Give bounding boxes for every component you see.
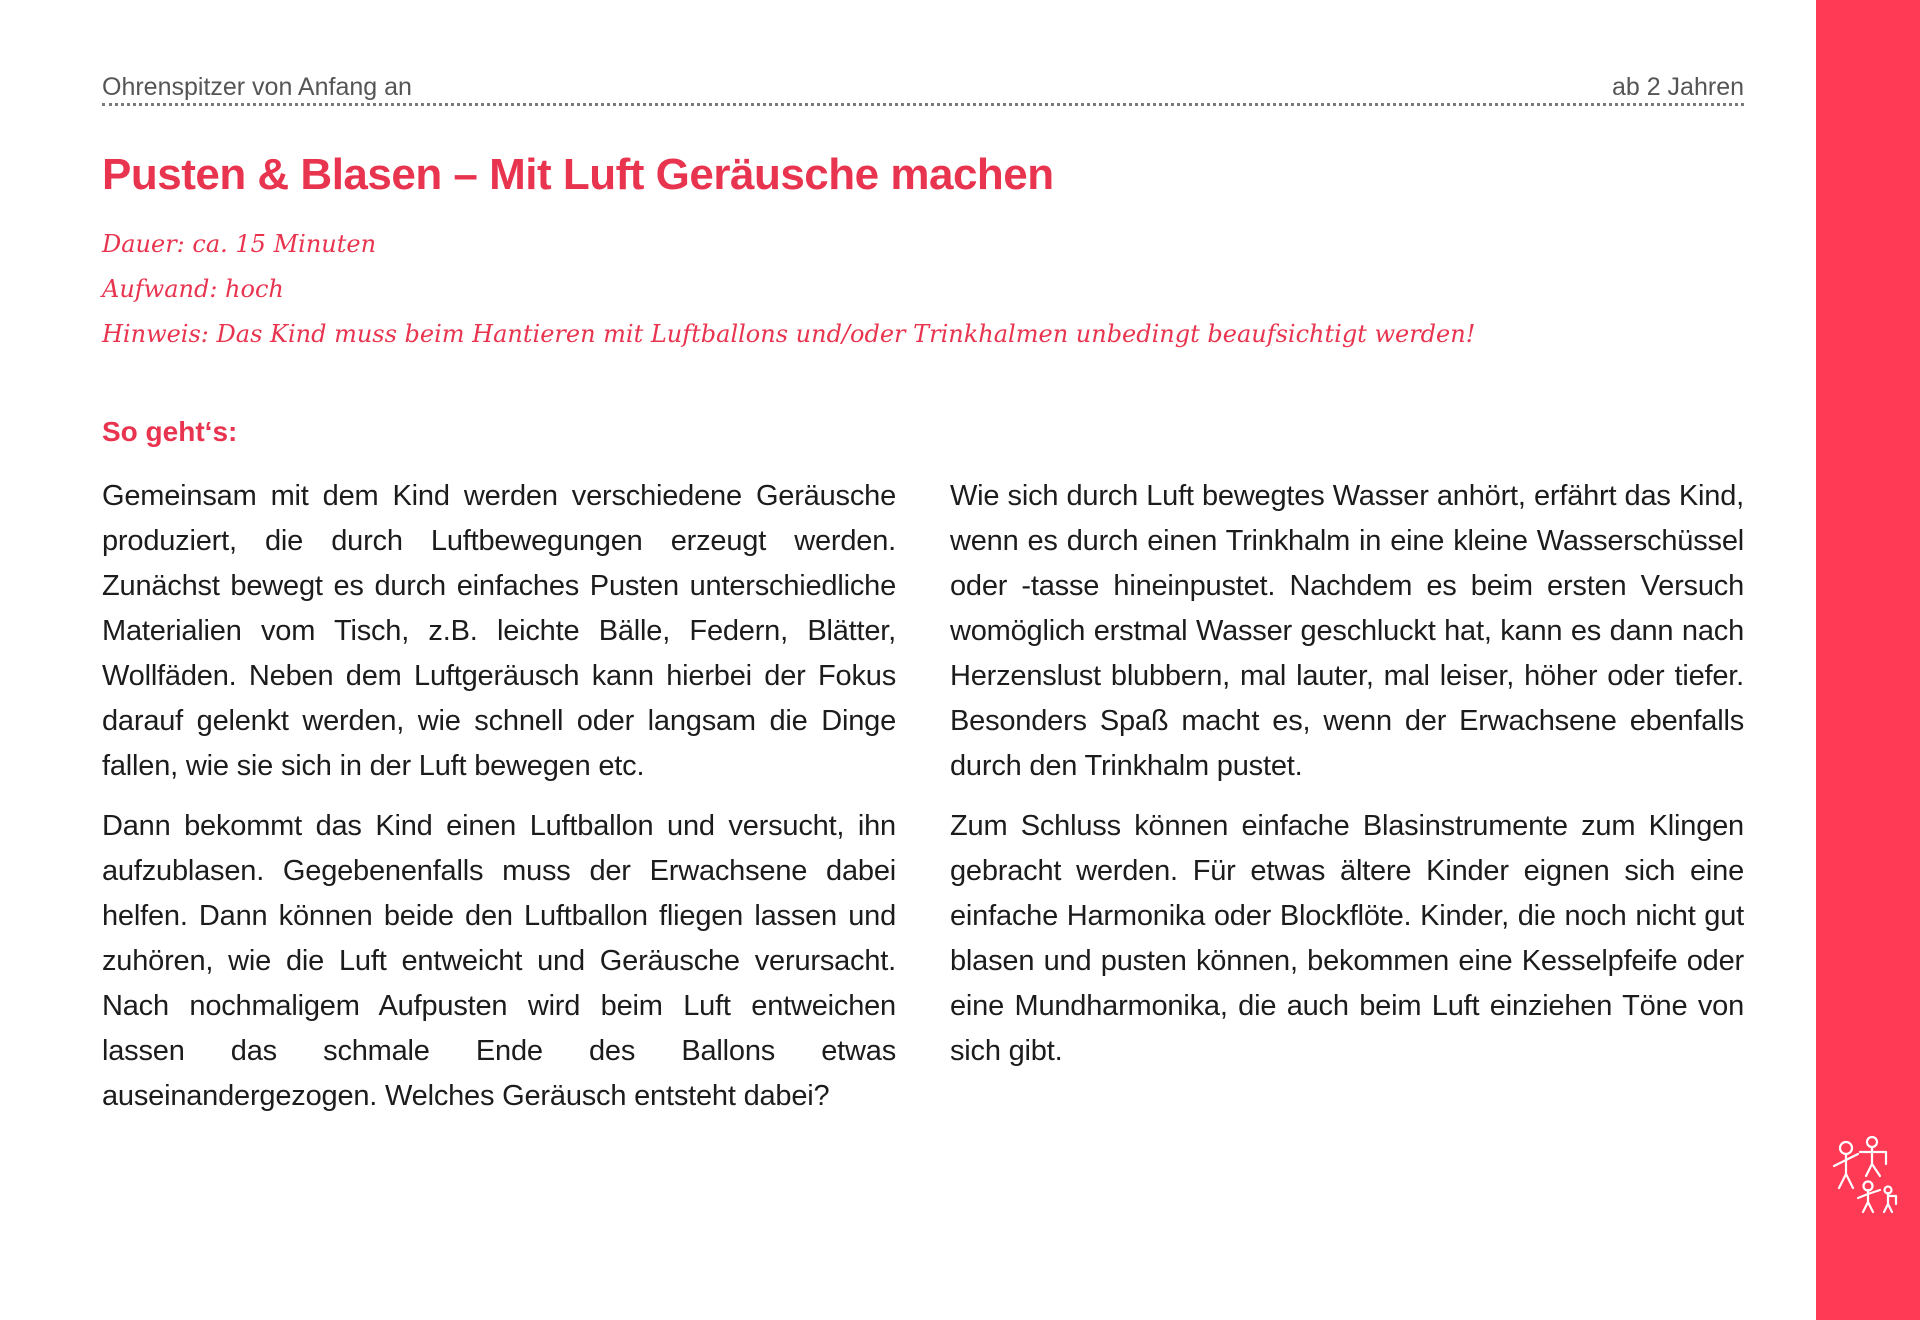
meta-note: Hinweis: Das Kind muss beim Hantieren mit Luftballons und/oder Trinkhalmen unbedingt beaufsichtigt werden! (102, 320, 1476, 348)
header-series-title: Ohrenspitzer von Anfang an (102, 73, 412, 101)
page-title: Pusten & Blasen – Mit Luft Geräusche machen (102, 150, 1054, 199)
meta-duration: Dauer: ca. 15 Minuten (102, 230, 377, 258)
meta-effort: Aufwand: hoch (102, 275, 284, 303)
header-dotted-divider (102, 103, 1744, 106)
accent-sidebar (1816, 0, 1920, 1320)
header-age-label: ab 2 Jahren (1611, 73, 1744, 101)
body-paragraph: Wie sich durch Luft bewegtes Wasser anhört, erfährt das Kind, wenn es durch einen Trinkhalm in eine kleine Wasserschüssel oder -tasse hineinpustet. Nachdem es beim ersten Versuch womöglich erstmal Wasser geschluckt hat, kann es dann nach Herzenslust blubbern, mal lauter, mal leiser, höher oder tiefer. Besonders Spaß macht es, wenn der Erwachsene ebenfalls durch den Trinkhalm pustet. (950, 480, 1744, 782)
activity-meta (102, 222, 1742, 357)
body-paragraph: Gemeinsam mit dem Kind werden verschiedene Geräusche produziert, die durch Luftbewegungen erzeugt werden. Zunächst bewegt es durch einfaches Pusten unterschiedliche Materialien vom Tisch, z.B. leichte Bälle, Federn, Blätter, Wollfäden. Neben dem Luftgeräusch kann hierbei der Fokus darauf gelenkt werden, wie schnell oder langsam die Dinge fallen, wie sie sich in der Luft bewegen etc. (102, 480, 896, 782)
family-figures-icon (1824, 1132, 1908, 1216)
body-paragraph: Dann bekommt das Kind einen Luftballon und versucht, ihn aufzublasen. Gegebenenfalls muss der Erwachsene dabei helfen. Dann können beide den Luftballon fliegen lassen und zuhören, wie die Luft entweicht und Geräusche verursacht. Nach nochmaligem Aufpusten wird beim Luft entweichen lassen das schmale Ende des Ballons etwas auseinandergezogen. Welches Geräusch entsteht dabei? (102, 810, 896, 1112)
running-header (102, 66, 1744, 102)
body-paragraph: Zum Schluss können einfache Blasinstrumente zum Klingen gebracht werden. Für etwas ältere Kinder eignen sich eine einfache Harmonika oder Blockflöte. Kinder, die noch nicht gut blasen und pusten können, bekommen eine Kesselpfeife oder eine Mundharmonika, die auch beim Luft einziehen Töne von sich gibt. (950, 810, 1744, 1067)
body-column-left (102, 474, 896, 1134)
body-column-right (950, 474, 1744, 1089)
section-heading: So geht‘s: (102, 416, 238, 447)
